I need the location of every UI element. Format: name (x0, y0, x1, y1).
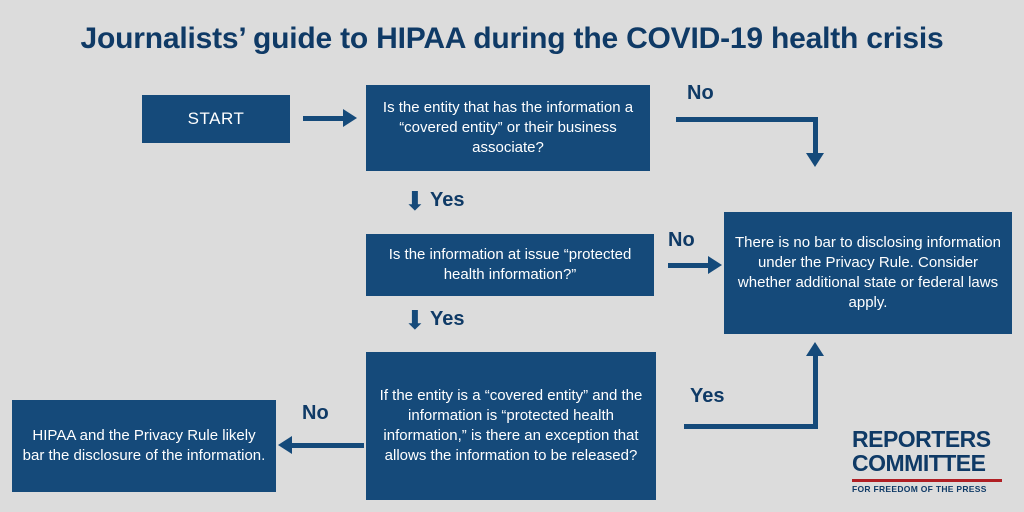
node-outcome-bar: HIPAA and the Privacy Rule likely bar the disclosure of the information. (12, 400, 276, 492)
edge-q3-yes-horizontal (684, 424, 818, 429)
logo-line-3: FOR FREEDOM OF THE PRESS (852, 484, 987, 494)
edge-q3-yes-vertical (813, 355, 818, 429)
edge-q3-yes-head (806, 342, 824, 356)
edge-label-q3-yes: Yes (690, 385, 725, 407)
node-question-covered-entity: Is the entity that has the information a “covered entity” or their business associate? (366, 85, 650, 171)
edge-q2-yes-arrow-icon: ⬇ (404, 305, 426, 335)
node-question-exception: If the entity is a “covered entity” and the information is “protected health information,” is there an exception that allows the information to be released? (366, 352, 656, 500)
reporters-committee-logo (852, 428, 1002, 494)
edge-q3-no-head (278, 436, 292, 454)
edge-label-q2-yes: Yes (430, 308, 465, 330)
edge-label-q2-no: No (668, 229, 695, 251)
edge-q1-no-head (806, 153, 824, 167)
page-title: Journalists’ guide to HIPAA during the COVID-19 health crisis (80, 22, 944, 55)
node-question-phi: Is the information at issue “protected health information?” (366, 234, 654, 296)
edge-start-to-q1-line (303, 116, 343, 121)
logo-line-1: REPORTERS (852, 426, 991, 453)
logo-line-2: COMMITTEE (852, 450, 986, 477)
edge-start-to-q1-head (343, 109, 357, 127)
edge-q3-no-line (292, 443, 364, 448)
edge-q2-no-line (668, 263, 710, 268)
edge-q1-no-horizontal (676, 117, 818, 122)
edge-label-q3-no: No (302, 402, 329, 424)
edge-q1-yes-arrow-icon: ⬇ (404, 186, 426, 216)
edge-q1-no-vertical (813, 117, 818, 155)
logo-divider (852, 479, 1002, 482)
node-start: START (142, 95, 290, 143)
edge-label-q1-yes: Yes (430, 189, 465, 211)
node-outcome-no-bar: There is no bar to disclosing information under the Privacy Rule. Consider whether additional state or federal laws apply. (724, 212, 1012, 334)
edge-label-q1-no: No (687, 82, 714, 104)
edge-q2-no-head (708, 256, 722, 274)
